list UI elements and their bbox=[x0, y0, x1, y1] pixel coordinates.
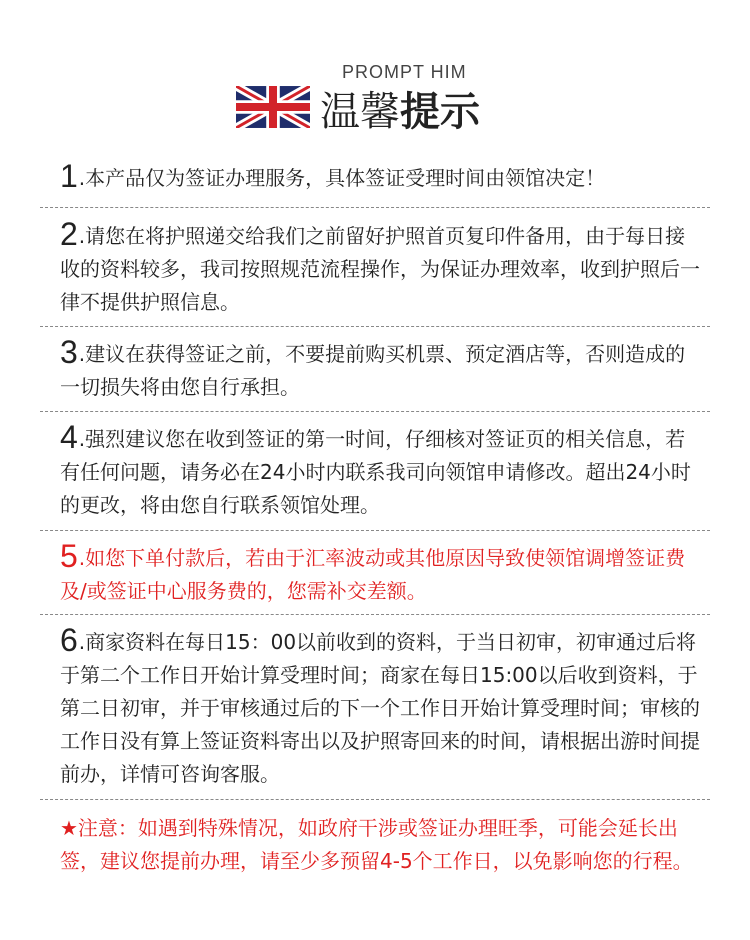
item-text: .强烈建议您在收到签证的第一时间，仔细核对签证页的相关信息，若有任何问题，请务必在24小时内联系我司向领馆申请修改。超出24小时的更改，将由您自行联系领馆处理。 bbox=[60, 427, 691, 517]
page-title bbox=[320, 80, 480, 137]
notice-item-1 bbox=[60, 160, 700, 195]
item-number: 4 bbox=[60, 419, 78, 455]
item-number: 1 bbox=[60, 158, 78, 194]
uk-flag-icon bbox=[236, 86, 310, 128]
notice-item-6 bbox=[60, 624, 700, 791]
item-text: .本产品仅为签证办理服务，具体签证受理时间由领馆决定！ bbox=[78, 166, 606, 190]
item-text: .如您下单付款后，若由于汇率波动或其他原因导致使领馆调增签证费及/或签证中心服务费的，您需补交差额。 bbox=[60, 546, 686, 603]
item-text: .建议在获得签证之前，不要提前购买机票、预定酒店等，否则造成的一切损失将由您自行承担。 bbox=[60, 342, 686, 399]
divider bbox=[40, 799, 710, 800]
notice-item-4 bbox=[60, 421, 700, 522]
divider bbox=[40, 326, 710, 327]
divider bbox=[40, 614, 710, 615]
notice-item-5 bbox=[60, 540, 700, 608]
title-light: 温馨 bbox=[320, 89, 400, 135]
item-number: 3 bbox=[60, 334, 78, 370]
item-text: .商家资料在每日15：00以前收到的资料，于当日初审，初审通过后将于第二个工作日开始计算受理时间；商家在每日15:00以后收到资料，于第二日初审，并于审核通过后的下一个工作日开始计算受理时间；审核的工作日没有算上签证资料寄出以及护照寄回来的时间，请根据出游时间提前办，详情可咨询客服。 bbox=[60, 630, 700, 786]
divider bbox=[40, 530, 710, 531]
item-number: 5 bbox=[60, 538, 78, 574]
item-text: .请您在将护照递交给我们之前留好护照首页复印件备用，由于每日接收的资料较多，我司按照规范流程操作，为保证办理效率，收到护照后一律不提供护照信息。 bbox=[60, 224, 700, 314]
item-number: 2 bbox=[60, 216, 78, 252]
header bbox=[0, 56, 750, 136]
divider bbox=[40, 207, 710, 208]
header-subtitle: PROMPT HIM bbox=[342, 62, 467, 82]
item-number: 6 bbox=[60, 622, 78, 658]
notice-item-2 bbox=[60, 218, 700, 319]
attention-note: ★注意：如遇到特殊情况，如政府干涉或签证办理旺季，可能会延长出签，建议您提前办理，请至少多预留4-5个工作日，以免影响您的行程。 bbox=[60, 816, 693, 873]
title-bold: 提示 bbox=[400, 89, 480, 135]
notice-item-3 bbox=[60, 336, 700, 404]
divider bbox=[40, 411, 710, 412]
